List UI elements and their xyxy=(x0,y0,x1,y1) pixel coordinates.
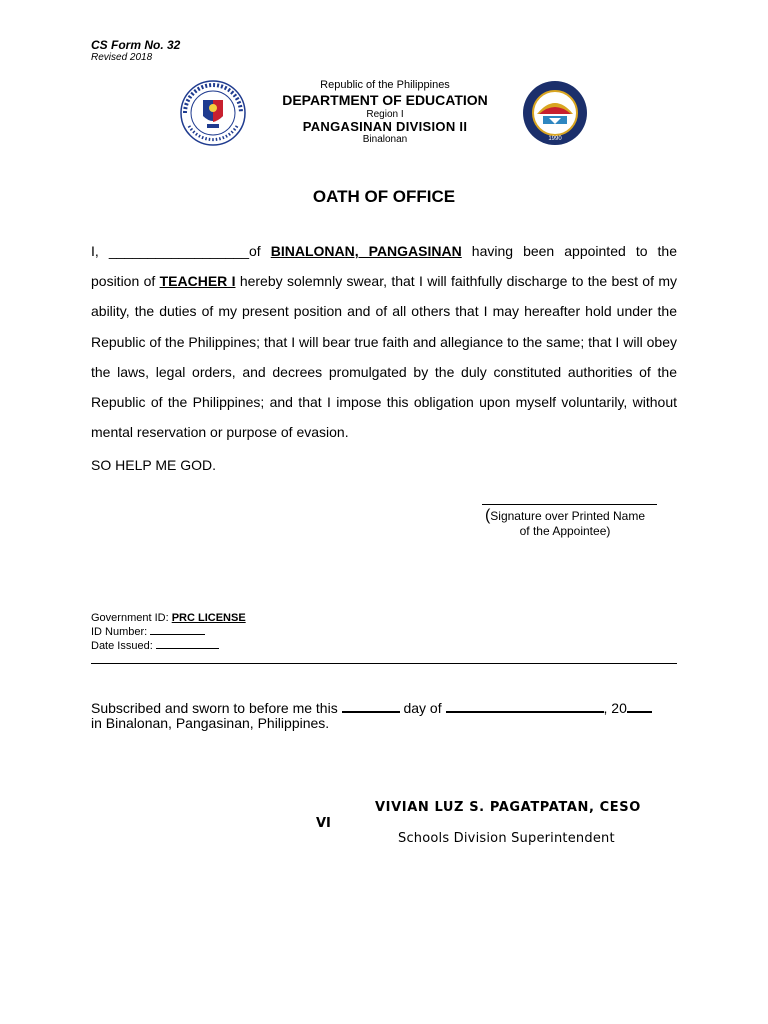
oath-of: of xyxy=(248,243,271,259)
officer-title: Schools Division Superintendent xyxy=(398,831,615,846)
closing-line: SO HELP ME GOD. xyxy=(91,457,216,473)
jurat-block xyxy=(91,700,691,731)
division-seal-year: 1990 xyxy=(548,136,562,142)
signature-caption-line2: of the Appointee) xyxy=(519,524,611,538)
date-issued-label: Date Issued: xyxy=(91,640,156,652)
signature-line[interactable] xyxy=(482,504,657,505)
division-seal-logo xyxy=(515,80,595,146)
deped-seal-logo xyxy=(173,80,253,146)
oath-text-2: hereby solemnly swear, that I will faithfully discharge to the best of my ability, the duties of my present position and of all others that I may hereafter hold under the Republic of the Philippines; that I will bear true faith and allegiance to the same; that I will obey the laws, legal orders, and decrees promulgated by the duly constituted authorities of the Republic of the Philippines; and that I impose this obligation upon myself voluntarily, without mental reservation or purpose of evasion. xyxy=(91,273,677,441)
oath-place: BINALONAN, PANGASINAN xyxy=(270,243,462,259)
jurat-text-1: Subscribed and sworn to before me this xyxy=(91,700,342,716)
jurat-text-3: , 20 xyxy=(603,700,627,716)
officer-rank: VI xyxy=(316,816,331,831)
header-town: Binalonan xyxy=(362,134,408,145)
oath-text-1: having been appointed to the position of xyxy=(91,243,677,290)
jurat-month-blank[interactable] xyxy=(446,700,604,713)
document-title: OATH OF OFFICE xyxy=(312,187,456,206)
government-id-block xyxy=(91,612,246,653)
form-number: CS Form No. 32 xyxy=(91,38,181,52)
jurat-line-2: in Binalonan, Pangasinan, Philippines. xyxy=(91,715,330,731)
oath-pronoun: I, xyxy=(91,243,109,259)
gov-id-value: PRC LICENSE xyxy=(171,612,246,624)
appointee-name-blank[interactable]: __________________ xyxy=(108,243,249,259)
header-republic: Republic of the Philippines xyxy=(320,79,450,91)
jurat-day-blank[interactable] xyxy=(342,700,400,713)
header-region: Region I xyxy=(366,109,404,120)
date-issued-blank[interactable] xyxy=(156,639,219,649)
section-divider xyxy=(91,663,677,664)
jurat-text-2: day of xyxy=(399,700,446,716)
id-number-label: ID Number: xyxy=(91,626,151,638)
gov-id-label: Government ID: xyxy=(91,612,172,624)
header-division: PANGASINAN DIVISION II xyxy=(302,119,468,134)
id-number-blank[interactable] xyxy=(150,625,205,635)
oath-position: TEACHER I xyxy=(159,273,236,290)
form-revision: Revised 2018 xyxy=(91,52,153,63)
signature-paren: ( xyxy=(484,507,491,524)
officer-name: VIVIAN LUZ S. PAGATPATAN, CESO xyxy=(375,800,641,815)
signature-caption xyxy=(460,508,670,539)
signature-caption-line1: Signature over Printed Name xyxy=(490,509,646,523)
header-department: DEPARTMENT OF EDUCATION xyxy=(282,92,488,108)
oath-paragraph xyxy=(91,236,677,447)
jurat-year-blank[interactable] xyxy=(627,700,652,713)
